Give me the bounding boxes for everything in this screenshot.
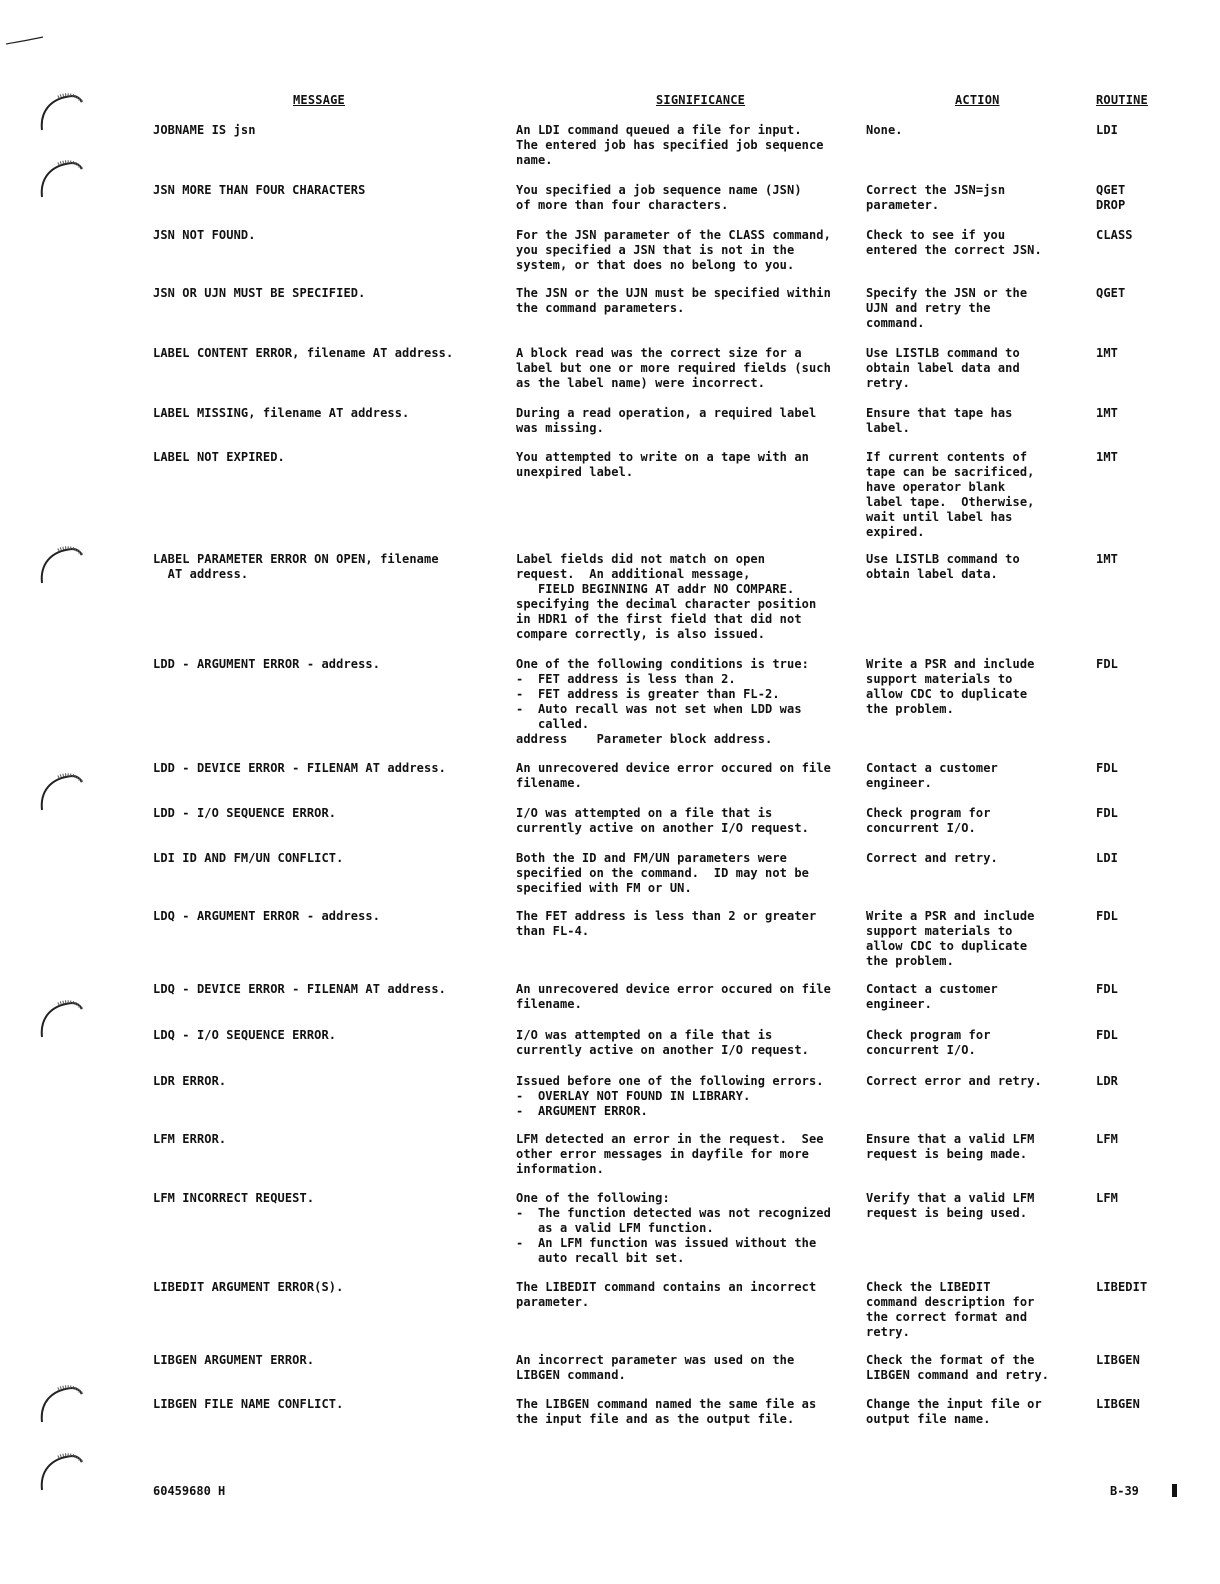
row-routine: LFM bbox=[1096, 1191, 1118, 1205]
row-routine: LDI bbox=[1096, 851, 1118, 865]
row-action: Use LISTLB command to obtain label data and retry. bbox=[866, 346, 1020, 390]
row-routine: LIBGEN bbox=[1096, 1397, 1140, 1411]
row-significance: During a read operation, a required label was missing. bbox=[516, 406, 817, 435]
row-message: LABEL PARAMETER ERROR ON OPEN, filename AT address. bbox=[153, 552, 439, 581]
row-message: LIBGEN FILE NAME CONFLICT. bbox=[153, 1397, 344, 1411]
row-routine: FDL bbox=[1096, 982, 1118, 996]
row-routine: 1MT bbox=[1096, 406, 1118, 420]
row-action: Correct error and retry. bbox=[866, 1074, 1042, 1088]
row-significance: LFM detected an error in the request. See other error messages in dayfile for more information. bbox=[516, 1132, 824, 1176]
row-action: Use LISTLB command to obtain label data. bbox=[866, 552, 1020, 581]
header-routine: ROUTINE bbox=[1096, 93, 1148, 107]
row-routine: LIBGEN bbox=[1096, 1353, 1140, 1367]
row-message: JSN NOT FOUND. bbox=[153, 228, 256, 242]
row-action: None. bbox=[866, 123, 903, 137]
row-significance: One of the following conditions is true: - FET address is less than 2. - FET address is greater than FL-2. - Auto recall was not set when LDD was called. address Parameter block address. bbox=[516, 657, 809, 746]
row-significance: The JSN or the UJN must be specified within the command parameters. bbox=[516, 286, 831, 315]
row-action: Check the LIBEDIT command description for the correct format and retry. bbox=[866, 1280, 1035, 1339]
row-routine: FDL bbox=[1096, 806, 1118, 820]
row-message: LDQ - ARGUMENT ERROR - address. bbox=[153, 909, 381, 923]
row-message: LIBGEN ARGUMENT ERROR. bbox=[153, 1353, 315, 1367]
row-action: Contact a customer engineer. bbox=[866, 982, 998, 1011]
binder-punch-mark bbox=[36, 90, 86, 136]
row-message: LDR ERROR. bbox=[153, 1074, 227, 1088]
row-significance: An LDI command queued a file for input. The entered job has specified job sequence name. bbox=[516, 123, 824, 167]
row-routine: QGET DROP bbox=[1096, 183, 1126, 212]
row-routine: FDL bbox=[1096, 657, 1118, 671]
row-significance: The LIBGEN command named the same file as the input file and as the output file. bbox=[516, 1397, 817, 1426]
row-significance: Label fields did not match on open request. An additional message, FIELD BEGINNING AT addr NO COMPARE. specifying the decimal character position in HDR1 of the first field that did not compare correctly, is also issued. bbox=[516, 552, 817, 641]
row-message: JSN OR UJN MUST BE SPECIFIED. bbox=[153, 286, 366, 300]
row-message: LABEL NOT EXPIRED. bbox=[153, 450, 285, 464]
row-action: Correct the JSN=jsn parameter. bbox=[866, 183, 1006, 212]
row-significance: Issued before one of the following errors. - OVERLAY NOT FOUND IN LIBRARY. - ARGUMENT ERROR. bbox=[516, 1074, 824, 1118]
header-message: MESSAGE bbox=[293, 93, 345, 107]
row-routine: QGET bbox=[1096, 286, 1126, 300]
row-routine: FDL bbox=[1096, 1028, 1118, 1042]
row-action: Verify that a valid LFM request is being used. bbox=[866, 1191, 1035, 1220]
row-message: LDD - ARGUMENT ERROR - address. bbox=[153, 657, 381, 671]
row-routine: FDL bbox=[1096, 909, 1118, 923]
row-action: Contact a customer engineer. bbox=[866, 761, 998, 790]
row-significance: For the JSN parameter of the CLASS command, you specified a JSN that is not in the system, or that does no belong to you. bbox=[516, 228, 831, 272]
row-action: Check program for concurrent I/O. bbox=[866, 806, 991, 835]
binder-punch-mark bbox=[36, 1382, 86, 1428]
row-routine: 1MT bbox=[1096, 346, 1118, 360]
binder-punch-mark bbox=[36, 997, 86, 1043]
binder-punch-mark bbox=[36, 157, 86, 203]
row-routine: FDL bbox=[1096, 761, 1118, 775]
row-message: LABEL MISSING, filename AT address. bbox=[153, 406, 410, 420]
row-action: Check program for concurrent I/O. bbox=[866, 1028, 991, 1057]
row-significance: An unrecovered device error occured on file filename. bbox=[516, 761, 831, 790]
row-significance: An incorrect parameter was used on the LIBGEN command. bbox=[516, 1353, 795, 1382]
row-routine: LIBEDIT bbox=[1096, 1280, 1148, 1294]
row-message: LDQ - DEVICE ERROR - FILENAM AT address. bbox=[153, 982, 446, 996]
row-significance: An unrecovered device error occured on file filename. bbox=[516, 982, 831, 1011]
row-routine: LFM bbox=[1096, 1132, 1118, 1146]
row-message: LDD - I/O SEQUENCE ERROR. bbox=[153, 806, 337, 820]
row-significance: You specified a job sequence name (JSN) of more than four characters. bbox=[516, 183, 802, 212]
row-action: Correct and retry. bbox=[866, 851, 998, 865]
row-action: Specify the JSN or the UJN and retry the command. bbox=[866, 286, 1028, 330]
row-message: LDQ - I/O SEQUENCE ERROR. bbox=[153, 1028, 337, 1042]
row-action: Write a PSR and include support materials to allow CDC to duplicate the problem. bbox=[866, 909, 1035, 968]
revision-change-bar bbox=[1172, 1484, 1177, 1497]
row-message: LABEL CONTENT ERROR, filename AT address. bbox=[153, 346, 454, 360]
row-message: LDD - DEVICE ERROR - FILENAM AT address. bbox=[153, 761, 446, 775]
row-action: Check the format of the LIBGEN command and retry. bbox=[866, 1353, 1050, 1382]
document-number: 60459680 H bbox=[153, 1484, 226, 1498]
row-message: LDI ID AND FM/UN CONFLICT. bbox=[153, 851, 344, 865]
row-message: LIBEDIT ARGUMENT ERROR(S). bbox=[153, 1280, 344, 1294]
row-significance: I/O was attempted on a file that is currently active on another I/O request. bbox=[516, 1028, 809, 1057]
header-action: ACTION bbox=[955, 93, 1000, 107]
row-routine: CLASS bbox=[1096, 228, 1133, 242]
row-significance: I/O was attempted on a file that is currently active on another I/O request. bbox=[516, 806, 809, 835]
row-significance: One of the following: - The function detected was not recognized as a valid LFM function. - An LFM function was issued without the auto recall bit set. bbox=[516, 1191, 831, 1265]
row-routine: 1MT bbox=[1096, 450, 1118, 464]
page-number: B-39 bbox=[1110, 1484, 1139, 1498]
row-message: JSN MORE THAN FOUR CHARACTERS bbox=[153, 183, 366, 197]
row-routine: LDR bbox=[1096, 1074, 1118, 1088]
row-action: Ensure that tape has label. bbox=[866, 406, 1013, 435]
row-significance: The LIBEDIT command contains an incorrect parameter. bbox=[516, 1280, 817, 1309]
row-significance: The FET address is less than 2 or greater than FL-4. bbox=[516, 909, 817, 938]
binder-punch-mark bbox=[36, 1450, 86, 1496]
row-significance: You attempted to write on a tape with an unexpired label. bbox=[516, 450, 809, 479]
row-significance: A block read was the correct size for a label but one or more required fields (such as the label name) were incorrect. bbox=[516, 346, 831, 390]
row-action: If current contents of tape can be sacrificed, have operator blank label tape. Otherwise, wait until label has expired. bbox=[866, 450, 1035, 539]
row-action: Ensure that a valid LFM request is being made. bbox=[866, 1132, 1035, 1161]
row-action: Check to see if you entered the correct JSN. bbox=[866, 228, 1042, 257]
row-routine: 1MT bbox=[1096, 552, 1118, 566]
row-message: JOBNAME IS jsn bbox=[153, 123, 256, 137]
row-message: LFM INCORRECT REQUEST. bbox=[153, 1191, 315, 1205]
row-significance: Both the ID and FM/UN parameters were specified on the command. ID may not be specified with FM or UN. bbox=[516, 851, 809, 895]
row-routine: LDI bbox=[1096, 123, 1118, 137]
stray-mark bbox=[5, 35, 45, 47]
row-message: LFM ERROR. bbox=[153, 1132, 227, 1146]
binder-punch-mark bbox=[36, 543, 86, 589]
binder-punch-mark bbox=[36, 770, 86, 816]
header-significance: SIGNIFICANCE bbox=[656, 93, 746, 107]
row-action: Change the input file or output file name. bbox=[866, 1397, 1042, 1426]
row-action: Write a PSR and include support materials to allow CDC to duplicate the problem. bbox=[866, 657, 1035, 716]
